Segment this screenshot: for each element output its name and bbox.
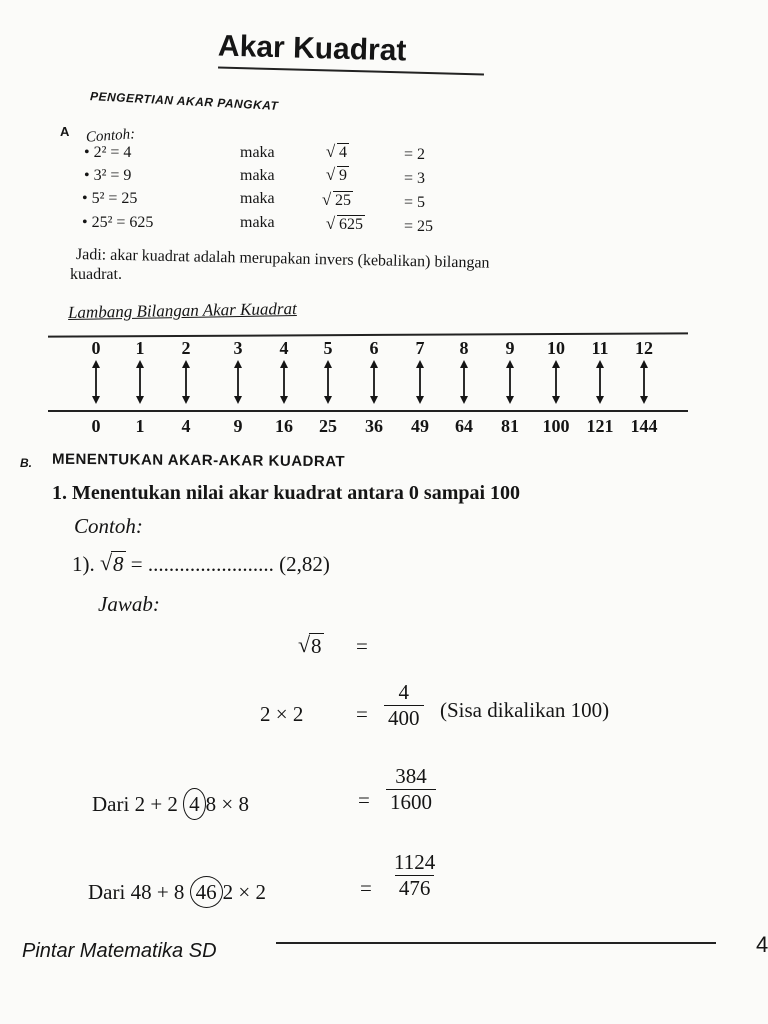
step1-note: (Sisa dikalikan 100) [440,698,610,722]
section-b-heading: MENENTUKAN AKAR-AKAR KUADRAT [51,450,346,471]
bottom-number: 1 [135,416,145,436]
bottom-number: 81 [501,416,519,436]
double-arrow-icon [318,360,338,404]
example-result: = 3 [404,170,426,187]
example-maka: maka [240,144,275,161]
step1-left: 2 × 2 [260,702,304,726]
top-number: 12 [635,338,653,358]
step2-circled-digit: 4 [183,788,206,820]
bottom-axis-line [48,410,688,412]
step3-fraction: $\frac{1124}{476}$ [394,850,436,900]
top-number: 10 [547,338,565,358]
double-arrow-icon [410,360,430,404]
section-a-heading: PENGERTIAN AKAR PANGKAT [89,89,279,113]
double-arrow-icon [546,360,566,404]
example-root: √ 25 [322,190,351,209]
bottom-number: 25 [319,416,337,436]
double-arrow-icon [86,360,106,404]
bottom-number: 144 [630,416,658,436]
top-number: 4 [279,338,289,358]
example-result: = 25 [404,218,434,235]
double-arrow-icon [634,360,654,404]
top-axis-line [48,332,688,337]
page-number: 4 [756,932,768,957]
top-number: 6 [369,338,379,358]
title-underline [218,67,484,76]
double-arrow-icon [500,360,520,404]
problem-root: √ 8 [100,550,124,576]
top-number: 7 [415,338,425,358]
problem-line [72,552,330,577]
step1-equals: = [356,702,368,726]
top-number: 0 [91,338,101,358]
bottom-number: 4 [181,416,191,436]
example-result: = 5 [404,194,426,211]
conclusion-text-cont: kuadrat. [70,266,122,283]
example-power: • 5² = 25 [82,190,138,207]
example-result: = 2 [404,146,426,163]
step3-circled-digit: 46 [190,876,223,908]
bottom-number: 0 [91,416,101,436]
lambang-heading: Lambang Bilangan Akar Kuadrat [67,299,297,322]
step3-line: Dari 48 + 8 46 2 × 2 [88,876,266,908]
example-root: √ 4 [326,142,347,161]
step3-equals: = [360,876,372,900]
top-number: 9 [505,338,515,358]
double-arrow-icon [130,360,150,404]
example-power: • 3² = 9 [84,167,132,184]
step1-fraction: $\frac{4}{400}$ [384,680,424,731]
double-arrow-icon [590,360,610,404]
bottom-number: 121 [586,416,614,436]
conclusion-text: Jadi: akar kuadrat adalah merupakan invers (kebalikan) bilangan [75,246,490,272]
top-number: 3 [233,338,243,358]
contoh-label-b: Contoh: [74,514,143,538]
top-number: 5 [323,338,333,358]
top-number: 1 [135,338,145,358]
example-maka: maka [240,190,275,207]
problem-prefix: 1). [72,552,95,576]
step2-fraction: $\frac{384}{1600}$ [386,764,436,815]
bottom-number: 16 [275,416,293,436]
example-maka: maka [240,214,275,231]
example-root: √ 625 [326,214,363,233]
section-b-marker: B. [20,456,32,470]
footer-book-title: Pintar Matematika SD [22,940,217,962]
example-power: • 25² = 625 [82,214,154,231]
example-root: √ 9 [326,165,347,184]
footer-rule [276,942,716,944]
bottom-number: 36 [365,416,383,436]
double-arrow-icon [274,360,294,404]
contoh-label: Contoh: [85,126,136,146]
page-title: Akar Kuadrat [217,29,407,68]
double-arrow-icon [364,360,384,404]
double-arrow-icon [176,360,196,404]
bottom-number: 100 [542,416,570,436]
subsection-1-heading: 1. Menentukan nilai akar kuadrat antara 0 sampai 100 [52,482,521,504]
problem-equals: = [130,552,143,576]
step2-equals: = [358,788,370,812]
top-number: 2 [181,338,191,358]
example-maka: maka [240,167,275,184]
bottom-number: 9 [233,416,243,436]
bottom-number: 64 [455,416,473,436]
problem-dots: ........................ [147,552,274,576]
top-number: 8 [459,338,469,358]
double-arrow-icon [228,360,248,404]
top-number: 11 [591,338,609,358]
step0-equals: = [356,634,368,658]
step2-line: Dari 2 + 2 4 8 × 8 [92,788,249,820]
step0-root: √ 8 [298,632,322,658]
jawab-label: Jawab: [98,592,160,616]
problem-answer: (2,82) [279,552,330,576]
bottom-number: 49 [411,416,429,436]
example-power: • 2² = 4 [84,144,132,161]
section-a-marker: A [60,124,70,139]
double-arrow-icon [454,360,474,404]
